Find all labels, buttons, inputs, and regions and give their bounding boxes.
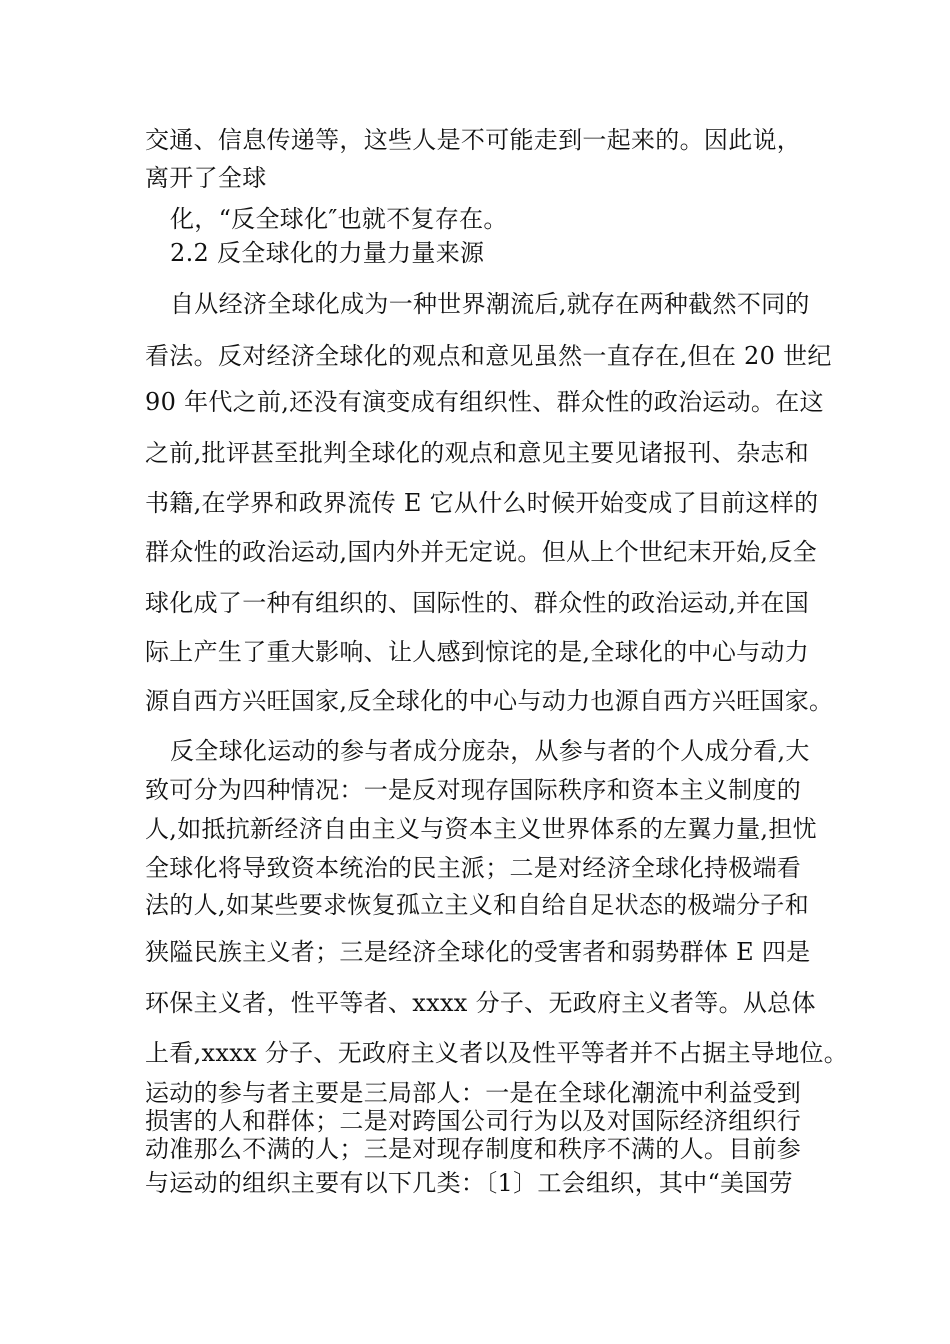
paragraph-line: 之前,批评甚至批判全球化的观点和意见主要见诸报刊、杂志和 bbox=[145, 439, 810, 467]
section-heading: 2.2 反全球化的力量力量来源 bbox=[170, 239, 485, 267]
paragraph-line: 环保主义者，性平等者、xxxx 分子、无政府主义者等。从总体 bbox=[145, 989, 816, 1017]
paragraph-line: 群众性的政治运动,国内外并无定说。但从上个世纪末开始,反全 bbox=[145, 538, 817, 566]
paragraph-line: 自从经济全球化成为一种世界潮流后,就存在两种截然不同的 bbox=[170, 290, 810, 318]
paragraph-line: 与运动的组织主要有以下几类：〔1〕工会组织，其中“美国劳 bbox=[145, 1169, 793, 1197]
paragraph-line: 人,如抵抗新经济自由主义与资本主义世界体系的左翼力量,担忧 bbox=[145, 815, 817, 843]
text-line: 离开了全球 bbox=[145, 164, 267, 192]
paragraph-line: 源自西方兴旺国家,反全球化的中心与动力也源自西方兴旺国家。 bbox=[145, 687, 834, 715]
paragraph-line: 全球化将导致资本统治的民主派；二是对经济全球化持极端看 bbox=[145, 854, 802, 882]
paragraph-line: 上看,xxxx 分子、无政府主义者以及性平等者并不占据主导地位。 bbox=[145, 1039, 848, 1067]
paragraph-line: 看法。反对经济全球化的观点和意见虽然一直存在,但在 20 世纪 bbox=[145, 342, 832, 370]
text-line: 交通、信息传递等，这些人是不可能走到一起来的。因此说， bbox=[145, 126, 802, 154]
paragraph-line: 法的人,如某些要求恢复孤立主义和自给自足状态的极端分子和 bbox=[145, 891, 810, 919]
paragraph-line: 损害的人和群体；二是对跨国公司行为以及对国际经济组织行 bbox=[145, 1107, 802, 1135]
paragraph-line: 球化成了一种有组织的、国际性的、群众性的政治运动,并在国 bbox=[145, 589, 810, 617]
paragraph-line: 反全球化运动的参与者成分庞杂，从参与者的个人成分看,大 bbox=[170, 737, 810, 765]
text-line: 化，“反全球化″也就不复存在。 bbox=[170, 205, 508, 233]
paragraph-line: 书籍,在学界和政界流传 E 它从什么时候开始变成了目前这样的 bbox=[145, 489, 819, 517]
paragraph-line: 致可分为四种情况：一是反对现存国际秩序和资本主义制度的 bbox=[145, 776, 802, 804]
paragraph-line: 90 年代之前,还没有演变成有组织性、群众性的政治运动。在这 bbox=[145, 388, 824, 416]
paragraph-line: 动准那么不满的人；三是对现存制度和秩序不满的人。目前参 bbox=[145, 1135, 802, 1163]
paragraph-line: 运动的参与者主要是三局部人：一是在全球化潮流中利益受到 bbox=[145, 1079, 802, 1107]
paragraph-line: 狭隘民族主义者；三是经济全球化的受害者和弱势群体 E 四是 bbox=[145, 938, 811, 966]
paragraph-line: 际上产生了重大影响、让人感到惊诧的是,全球化的中心与动力 bbox=[145, 638, 810, 666]
